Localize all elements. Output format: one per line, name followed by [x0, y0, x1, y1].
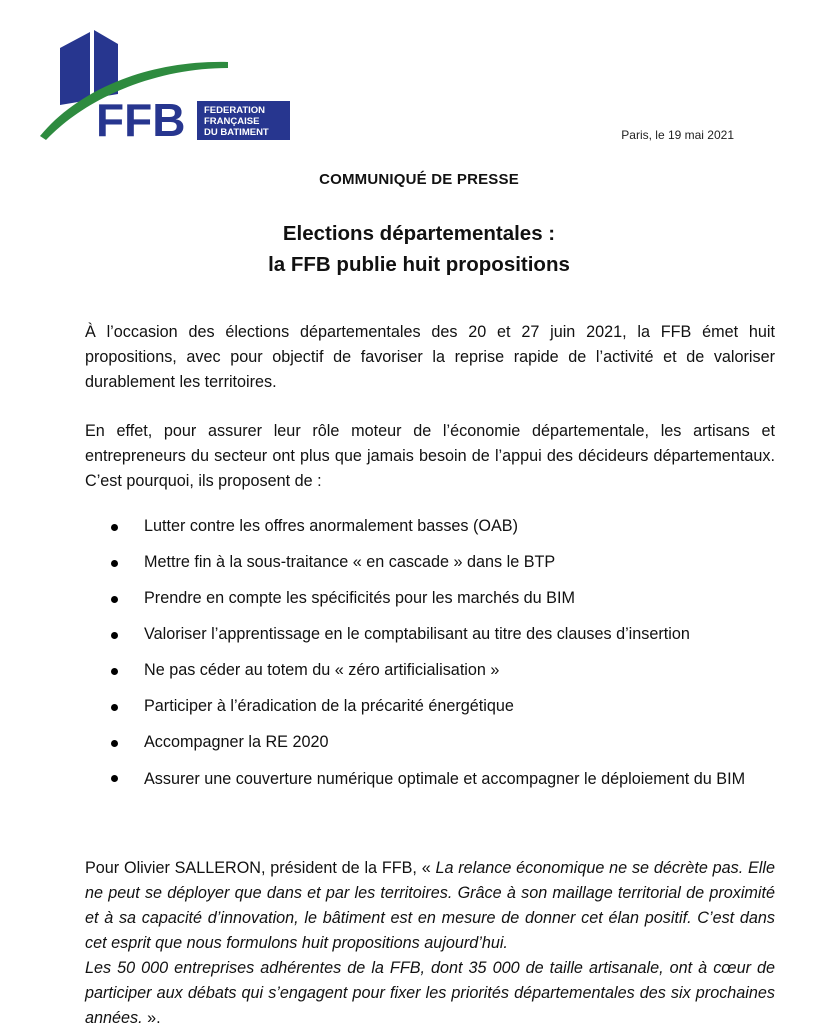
- bullet-icon: [111, 560, 118, 567]
- proposal-text: Accompagner la RE 2020: [144, 733, 329, 751]
- bullet-icon: [111, 632, 118, 639]
- list-item: [111, 761, 791, 797]
- list-item: [111, 658, 791, 683]
- proposal-text: Prendre en compte les spécificités pour les marchés du BIM: [144, 589, 575, 607]
- title-line-2: la FFB publie huit propositions: [268, 253, 570, 276]
- bullet-icon: [111, 740, 118, 747]
- logo-line-2: FRANÇAISE: [204, 116, 260, 127]
- logo-acronym: FFB: [96, 94, 186, 145]
- document-date: Paris, le 19 mai 2021: [621, 128, 734, 142]
- logo-line-3: DU BATIMENT: [204, 127, 269, 138]
- quote-outro: ».: [142, 1009, 161, 1027]
- title-line-1: Elections départementales :: [282, 222, 556, 245]
- list-item: [111, 514, 791, 539]
- building-left-shape: [60, 32, 90, 105]
- proposal-text: Valoriser l’apprentissage en le comptabilisant au titre des clauses d’insertion: [144, 625, 690, 643]
- bullet-icon: [111, 524, 118, 531]
- proposal-text: Ne pas céder au totem du « zéro artificialisation »: [144, 661, 500, 679]
- paragraph-intro: À l’occasion des élections départementales des 20 et 27 juin 2021, la FFB émet huit propositions, avec pour objectif de favoriser la reprise rapide de l’activité et de valoriser durablement les territoires.: [85, 323, 775, 391]
- proposals-list: [111, 514, 791, 808]
- quote-intro: Pour Olivier SALLERON, président de la FFB, «: [85, 859, 436, 877]
- list-item: [111, 730, 791, 755]
- list-item: [111, 586, 791, 611]
- document-kind: COMMUNIQUÉ DE PRESSE: [319, 171, 519, 188]
- list-item: [111, 622, 791, 647]
- document-title: [0, 218, 838, 280]
- proposal-text: Assurer une couverture numérique optimale et accompagner le déploiement du BIM: [144, 770, 746, 788]
- proposal-text: Lutter contre les offres anormalement basses (OAB): [144, 517, 518, 535]
- bullet-icon: [111, 704, 118, 711]
- proposal-text: Participer à l’éradication de la précarité énergétique: [144, 697, 514, 715]
- list-item: [111, 550, 791, 575]
- proposal-text: Mettre fin à la sous-traitance « en cascade » dans le BTP: [144, 553, 556, 571]
- paragraph-context: En effet, pour assurer leur rôle moteur de l’économie départementale, les artisans et entrepreneurs du secteur ont plus que jamais besoin de l’appui des décideurs départementaux. C’est pourquoi, ils proposent de :: [85, 422, 775, 490]
- ffb-logo: [38, 30, 298, 145]
- bullet-icon: [111, 775, 118, 782]
- quote-text-2: Les 50 000 entreprises adhérentes de la FFB, dont 35 000 de taille artisanale, ont à cœur de participer aux débats qui s’engagent pour fixer les priorités départementales des six prochaines années.: [85, 959, 775, 1027]
- bullet-icon: [111, 596, 118, 603]
- paragraph-quote: [85, 856, 775, 1031]
- quote-text-1: La relance économique ne se décrète pas. Elle ne peut se déployer que dans et par les territoires. Grâce à son maillage territorial de proximité et à sa capacité d’innovation, le bâtiment est en mesure de donner cet élan positif. C’est dans cet esprit que nous formulons huit propositions aujourd’hui.: [85, 859, 775, 952]
- ffb-logo-graphic: [38, 30, 298, 145]
- list-item: [111, 694, 791, 719]
- logo-line-1: FEDERATION: [204, 105, 266, 116]
- bullet-icon: [111, 668, 118, 675]
